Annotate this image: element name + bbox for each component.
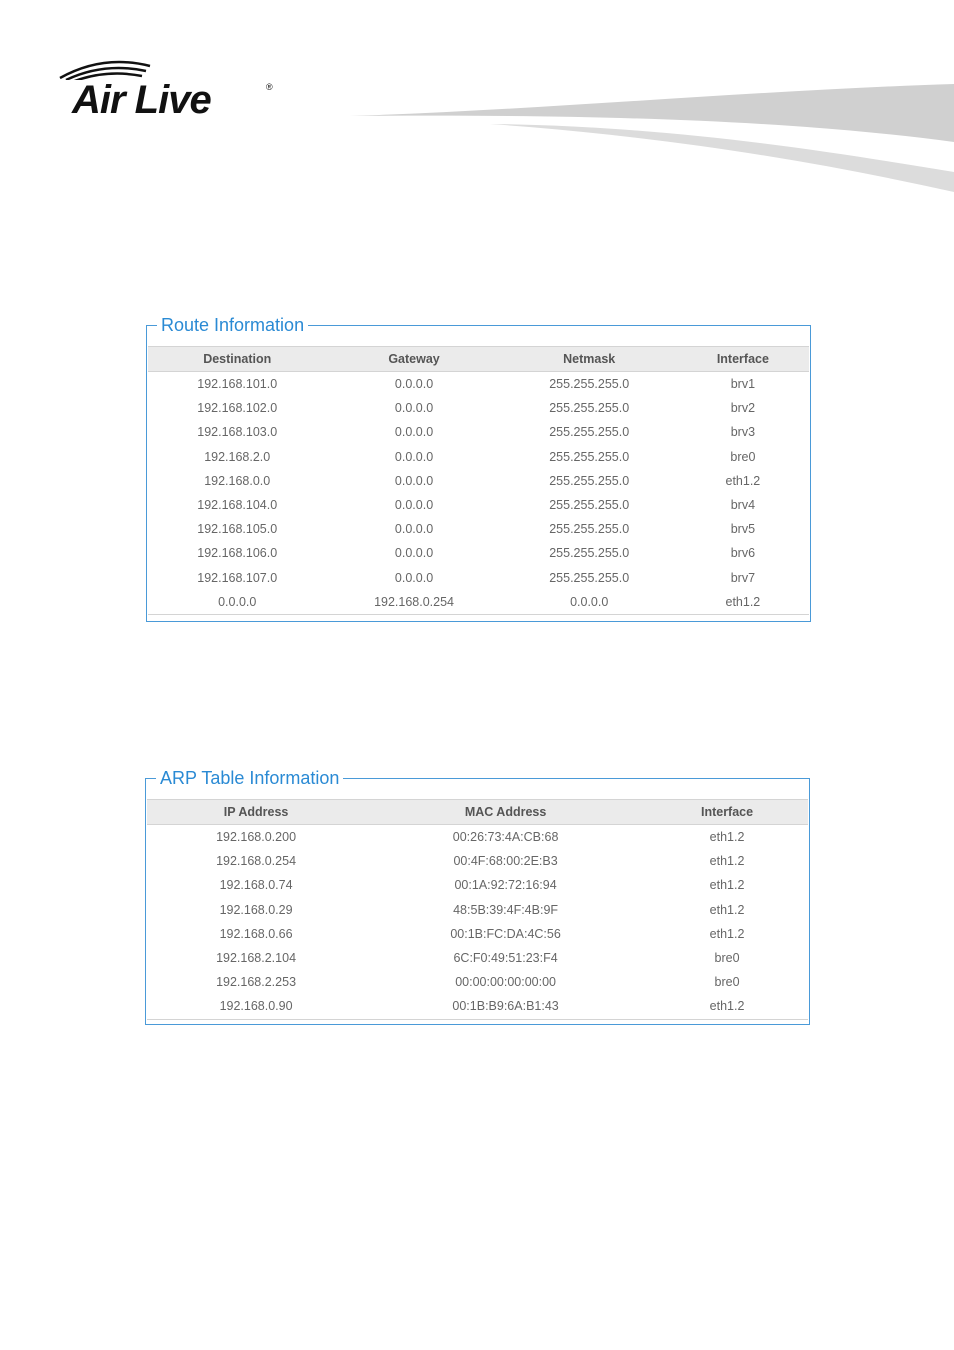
mac-address-cell: 00:26:73:4A:CB:68 [452, 830, 559, 845]
col-destination: Destination [148, 347, 326, 372]
ip-address-cell: 192.168.0.74 [219, 878, 293, 893]
interface-cell: eth1.2 [709, 830, 745, 845]
table-row [147, 873, 808, 897]
destination-cell: 192.168.106.0 [197, 546, 278, 561]
col-netmask: Netmask [502, 347, 677, 372]
ip-address-cell: 192.168.0.254 [216, 854, 297, 869]
interface-cell: brv4 [730, 498, 756, 513]
route-table [148, 346, 809, 615]
netmask-cell: 255.255.255.0 [549, 425, 630, 440]
destination-cell: 192.168.103.0 [197, 425, 278, 440]
destination-cell: 192.168.105.0 [197, 522, 278, 537]
destination-cell: 192.168.2.0 [204, 449, 271, 464]
registered-mark: ® [266, 82, 273, 92]
table-row [147, 922, 808, 946]
ip-address-cell: 192.168.0.66 [219, 926, 293, 941]
table-row [147, 898, 808, 922]
interface-cell: brv5 [730, 522, 756, 537]
mac-address-cell: 00:4F:68:00:2E:B3 [453, 854, 558, 869]
netmask-cell: 255.255.255.0 [549, 498, 630, 513]
arp-table-title: ARP Table Information [156, 767, 343, 789]
gateway-cell: 0.0.0.0 [394, 449, 434, 464]
table-row [147, 946, 808, 970]
ip-address-cell: 192.168.2.253 [216, 975, 297, 990]
mac-address-cell: 6C:F0:49:51:23:F4 [453, 951, 558, 966]
interface-cell: brv1 [730, 377, 756, 392]
table-row [148, 420, 809, 444]
col-interface: Interface [677, 347, 809, 372]
gateway-cell: 0.0.0.0 [394, 425, 434, 440]
arp-table-header [147, 800, 808, 825]
netmask-cell: 255.255.255.0 [549, 449, 630, 464]
interface-cell: eth1.2 [677, 590, 809, 615]
interface-cell: brv2 [730, 401, 756, 416]
table-row [147, 849, 808, 873]
table-row [148, 396, 809, 420]
destination-cell: 192.168.0.0 [204, 473, 271, 488]
netmask-cell: 255.255.255.0 [549, 570, 630, 585]
ip-address-cell: 192.168.0.200 [216, 830, 297, 845]
interface-cell: brv7 [730, 570, 756, 585]
interface-cell: eth1.2 [709, 854, 745, 869]
mac-address-cell: 00:00:00:00:00:00 [455, 975, 556, 990]
destination-cell: 192.168.104.0 [197, 498, 278, 513]
table-row [148, 566, 809, 590]
table-row [148, 590, 809, 615]
arp-table [147, 799, 808, 1020]
interface-cell: bre0 [714, 975, 740, 990]
gateway-cell: 0.0.0.0 [394, 546, 434, 561]
destination-cell: 192.168.102.0 [197, 401, 278, 416]
table-row [148, 493, 809, 517]
route-information-panel [146, 315, 811, 622]
interface-cell: bre0 [714, 951, 740, 966]
interface-cell: eth1.2 [709, 878, 745, 893]
wifi-arcs-icon [58, 58, 158, 80]
netmask-cell: 255.255.255.0 [549, 473, 630, 488]
gateway-cell: 0.0.0.0 [394, 377, 434, 392]
table-row [148, 469, 809, 493]
table-row [148, 517, 809, 541]
table-row [147, 970, 808, 994]
destination-cell: 192.168.101.0 [197, 377, 278, 392]
netmask-cell: 0.0.0.0 [502, 590, 677, 615]
interface-cell: eth1.2 [725, 473, 761, 488]
col-gateway: Gateway [326, 347, 501, 372]
logo-wordmark: Air Live [72, 78, 211, 122]
mac-address-cell: 00:1B:B9:6A:B1:43 [365, 994, 646, 1019]
col-interface: Interface [646, 800, 808, 825]
table-row [148, 445, 809, 469]
gateway-cell: 0.0.0.0 [394, 522, 434, 537]
airlive-logo [56, 58, 288, 128]
table-row [147, 825, 808, 850]
netmask-cell: 255.255.255.0 [549, 401, 630, 416]
interface-cell: eth1.2 [709, 926, 745, 941]
netmask-cell: 255.255.255.0 [549, 377, 630, 392]
ip-address-cell: 192.168.0.90 [147, 994, 365, 1019]
ip-address-cell: 192.168.2.104 [216, 951, 297, 966]
interface-cell: eth1.2 [646, 994, 808, 1019]
gateway-cell: 0.0.0.0 [394, 401, 434, 416]
interface-cell: bre0 [730, 449, 756, 464]
gateway-cell: 0.0.0.0 [394, 473, 434, 488]
mac-address-cell: 48:5B:39:4F:4B:9F [453, 902, 559, 917]
table-row [148, 541, 809, 565]
gateway-cell: 0.0.0.0 [394, 498, 434, 513]
interface-cell: brv3 [730, 425, 756, 440]
gateway-cell: 192.168.0.254 [326, 590, 501, 615]
interface-cell: brv6 [730, 546, 756, 561]
arp-table-panel [145, 768, 810, 1025]
table-row [148, 372, 809, 397]
header-swoosh [340, 80, 954, 195]
netmask-cell: 255.255.255.0 [549, 546, 630, 561]
interface-cell: eth1.2 [709, 902, 745, 917]
destination-cell: 0.0.0.0 [148, 590, 326, 615]
destination-cell: 192.168.107.0 [197, 570, 278, 585]
col-ip-address: IP Address [147, 800, 365, 825]
table-row [147, 994, 808, 1019]
mac-address-cell: 00:1B:FC:DA:4C:56 [450, 926, 561, 941]
mac-address-cell: 00:1A:92:72:16:94 [454, 878, 557, 893]
route-information-title: Route Information [157, 314, 308, 336]
gateway-cell: 0.0.0.0 [394, 570, 434, 585]
ip-address-cell: 192.168.0.29 [219, 902, 293, 917]
netmask-cell: 255.255.255.0 [549, 522, 630, 537]
route-table-header [148, 347, 809, 372]
col-mac-address: MAC Address [365, 800, 646, 825]
